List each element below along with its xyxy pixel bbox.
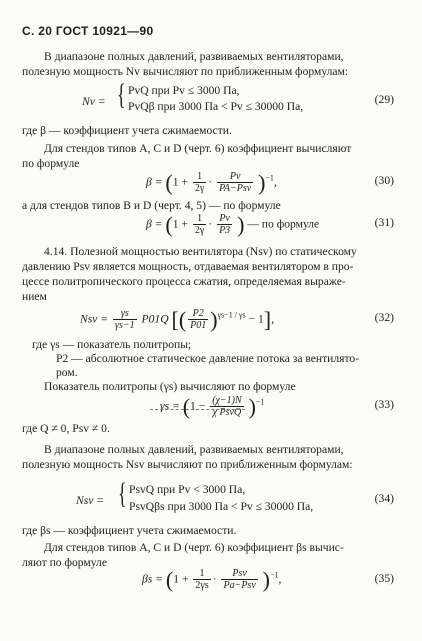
equation-number-32: (32) <box>374 311 394 324</box>
formula-29-lhs: Nv = <box>82 95 106 108</box>
paragraph-line: В диапазоне полных давлений, развиваемых вентиляторами, <box>44 50 344 63</box>
formula-29-row-2: PvQβ при 3000 Па < Pv ≤ 30000 Па, <box>128 100 304 113</box>
page-header: С. 20 ГОСТ 10921—90 <box>22 24 154 38</box>
paragraph-line: Показатель политропы (γs) вычисляют по формуле <box>44 380 296 393</box>
paragraph-line: цессе политропического процесса сжатия, определяемая выраже- <box>22 275 346 288</box>
formula-29-row-1: PvQ при Pv ≤ 3000 Па, <box>128 84 240 97</box>
paragraph-line: ром. <box>56 366 78 379</box>
paragraph-line: нием <box>22 290 47 303</box>
paragraph-line: полезную мощность Nv вычисляют по приближенным формулам: <box>22 65 349 78</box>
paragraph-line: где β — коэффициент учета сжимаемости. <box>22 124 232 137</box>
paragraph-line: где βs — коэффициент учета сжимаемости. <box>22 524 237 537</box>
divider <box>150 409 245 410</box>
formula-34-row-2: PsvQβs при 3000 Па < Pv ≤ 30000 Па, <box>129 500 314 513</box>
paragraph-line: В диапазоне полных давлений, развиваемых вентиляторами, <box>44 443 344 456</box>
equation-number-33: (33) <box>374 398 394 411</box>
equation-number-30: (30) <box>374 174 394 187</box>
equation-number-31: (31) <box>374 216 394 229</box>
formula-33: γs = (1 − $\frac{(\chi-1)N}{\text{χ PsvQ}}$ )$^{-1}$ <box>160 394 265 419</box>
equation-number-29: (29) <box>374 93 394 106</box>
paragraph-line: давлению Psv является мощность, отдаваемая вентилятором в про- <box>22 260 354 273</box>
equation-number-35: (35) <box>374 572 394 585</box>
paragraph-line: P2 — абсолютное статическое давление потока за вентилято- <box>56 352 360 365</box>
formula-35: βs = (1 + $\frac{1}{2\gamma s}$ · $\frac{\text{Psv}}{\text{Pa−Psv}}$ )$^{-1}$, <box>142 567 282 592</box>
paragraph-line: полезную мощность Nsv вычисляют по приближенным формулам: <box>22 458 353 471</box>
formula-brace: { <box>117 78 126 111</box>
paragraph-line: ляют по формуле <box>22 556 107 569</box>
formula-34-row-1: PsvQ при Pv < 3000 Па, <box>129 483 246 496</box>
formula-30: β = (1 + $\frac{1}{2\gamma}$ · $\frac{Pv}{\text{PA−Psv}}$ )$^{-1}$, <box>146 170 277 195</box>
equation-number-34: (34) <box>374 492 394 505</box>
formula-34-lhs: Nsv = <box>76 494 105 507</box>
paragraph-line: где γs — показатель политропы; <box>32 338 192 351</box>
paragraph-line: 4.14. Полезной мощностью вентилятора (Nsv) по статическому <box>44 245 357 258</box>
paragraph-line: по формуле <box>22 157 80 170</box>
paragraph-line: а для стендов типов В и D (черт. 4, 5) — по формуле <box>22 199 281 212</box>
paragraph-line: Для стендов типов А, С и D (черт. 6) коэффициент βs вычис- <box>44 541 344 554</box>
paragraph-line: где Q ≠ 0, Psv ≠ 0. <box>22 422 110 435</box>
paragraph-line: Для стендов типов А, С и D (черт. 6) коэффициент вычисляют <box>44 142 352 155</box>
formula-31: β = (1 + $\frac{1}{2\gamma}$ · $\frac{Pv}{P3}$ ) — по формуле <box>146 212 320 237</box>
formula-brace: { <box>118 477 127 510</box>
formula-32: Nsv = $\frac{\gamma s}{\gamma s-1}$ P01Q [( $\frac{P2}{P01}$ )$^{\gamma s-1 / \gamma s}$ − 1], <box>80 307 274 332</box>
